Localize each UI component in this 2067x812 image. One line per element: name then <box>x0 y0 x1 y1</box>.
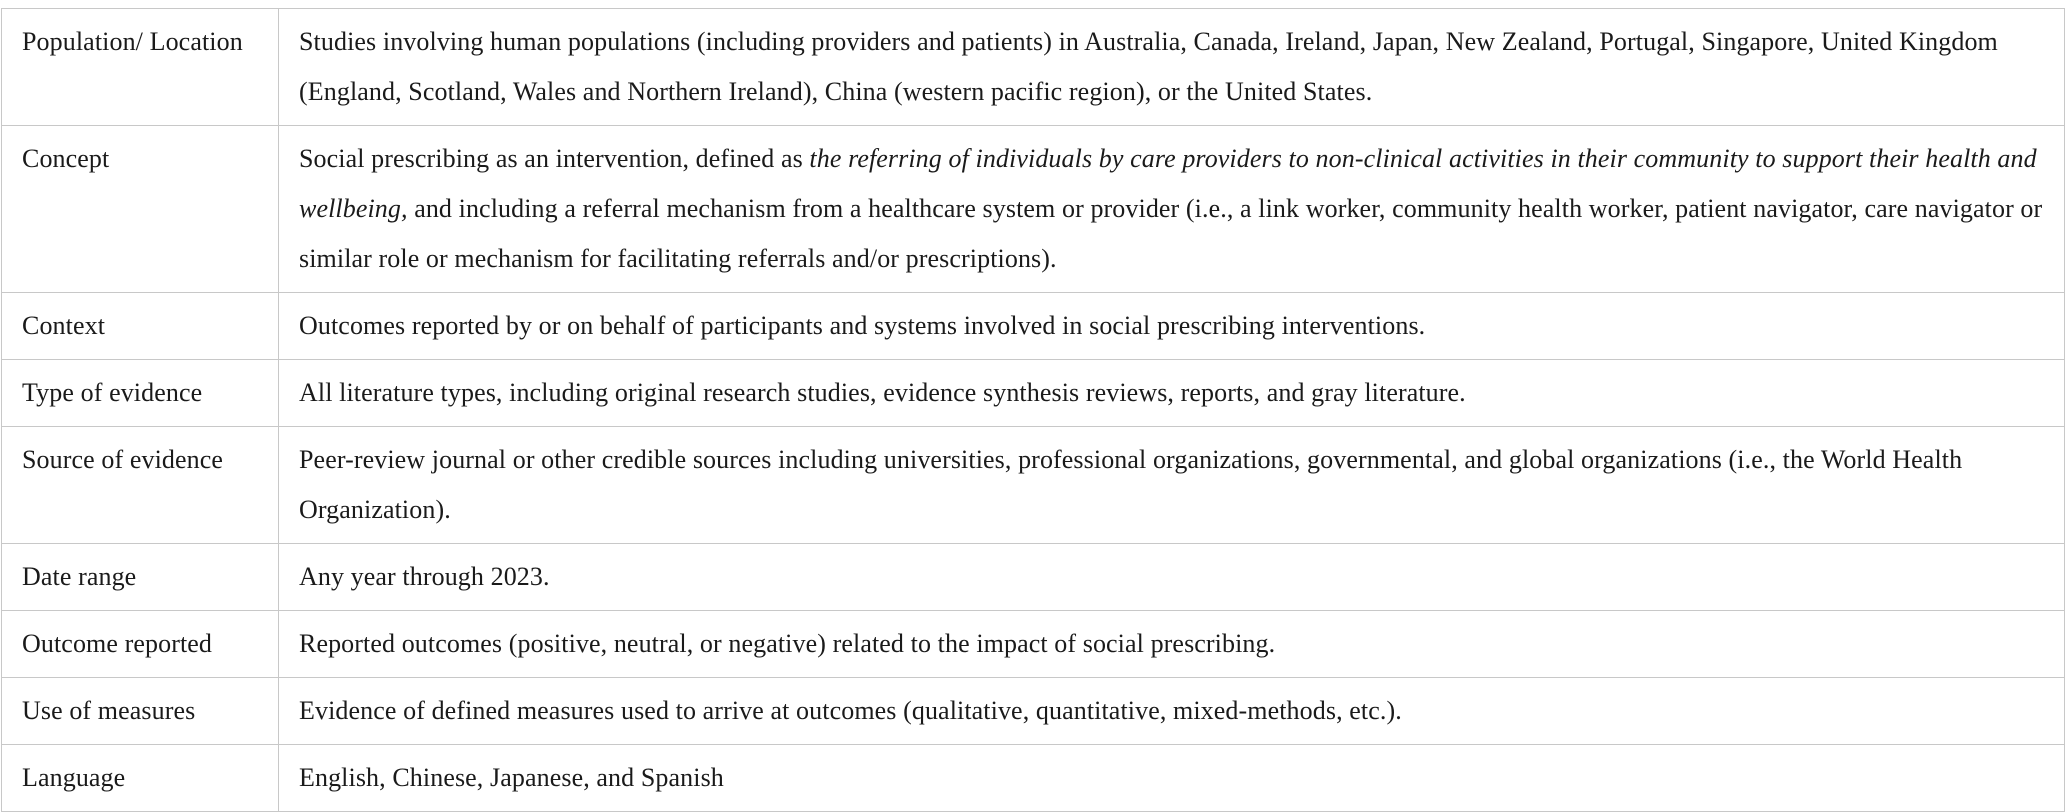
row-description <box>279 427 2065 544</box>
row-description <box>279 126 2065 293</box>
row-label-text: Use of measures <box>22 696 196 725</box>
row-label <box>2 745 279 812</box>
table-row <box>2 9 2065 126</box>
row-description <box>279 611 2065 678</box>
table-row <box>2 745 2065 812</box>
row-description-text: Peer-review journal or other credible sources including universities, professional organizations, governmental, and global organizations (i.e., the World Health Organization). <box>299 445 1963 524</box>
row-label <box>2 360 279 427</box>
row-label <box>2 9 279 126</box>
row-description <box>279 678 2065 745</box>
row-label <box>2 544 279 611</box>
row-description <box>279 293 2065 360</box>
row-description-text: English, Chinese, Japanese, and Spanish <box>299 763 724 792</box>
row-description-text: Reported outcomes (positive, neutral, or negative) related to the impact of social prescribing. <box>299 629 1276 658</box>
eligibility-criteria-table <box>1 8 2065 812</box>
row-label-text: Type of evidence <box>22 378 203 407</box>
table-row <box>2 427 2065 544</box>
table-row <box>2 611 2065 678</box>
row-description-text: Any year through 2023. <box>299 562 550 591</box>
table-row <box>2 678 2065 745</box>
row-description <box>279 745 2065 812</box>
row-description <box>279 360 2065 427</box>
row-label-text: Outcome reported <box>22 629 213 658</box>
row-description <box>279 9 2065 126</box>
row-description <box>279 544 2065 611</box>
row-label <box>2 678 279 745</box>
row-description-text: Evidence of defined measures used to arrive at outcomes (qualitative, quantitative, mixed-methods, etc.). <box>299 696 1402 725</box>
row-label <box>2 293 279 360</box>
row-label-text: Concept <box>22 144 110 173</box>
table-row <box>2 360 2065 427</box>
table-row <box>2 544 2065 611</box>
row-label-text: Context <box>22 311 106 340</box>
table-row <box>2 293 2065 360</box>
row-description-text: Social prescribing as an intervention, defined as <box>299 144 810 173</box>
row-label <box>2 126 279 293</box>
row-description-text: All literature types, including original research studies, evidence synthesis reviews, reports, and gray literature. <box>299 378 1466 407</box>
table-row <box>2 126 2065 293</box>
row-label <box>2 427 279 544</box>
row-description-text: Studies involving human populations (including providers and patients) in Australia, Canada, Ireland, Japan, New Zealand, Portugal, Singapore, United Kingdom (England, Scotland, Wales and Northern Ireland), China (western pacific region), or the United States. <box>299 27 1998 106</box>
row-label-text: Source of evidence <box>22 445 224 474</box>
row-label-text: Date range <box>22 562 137 591</box>
row-label <box>2 611 279 678</box>
row-description-text: Outcomes reported by or on behalf of participants and systems involved in social prescribing interventions. <box>299 311 1426 340</box>
row-label-text: Language <box>22 763 126 792</box>
row-label-text: Population/ Location <box>22 27 243 56</box>
definition-italic-text: the referring of individuals by care providers to non-clinical activities in their community to support their health and wellbeing, <box>299 144 2037 223</box>
row-description-text-continued: and including a referral mechanism from a healthcare system or provider (i.e., a link worker, community health worker, patient navigator, care navigator or similar role or mechanism for facilitating referrals and/or prescriptions). <box>299 194 2043 273</box>
